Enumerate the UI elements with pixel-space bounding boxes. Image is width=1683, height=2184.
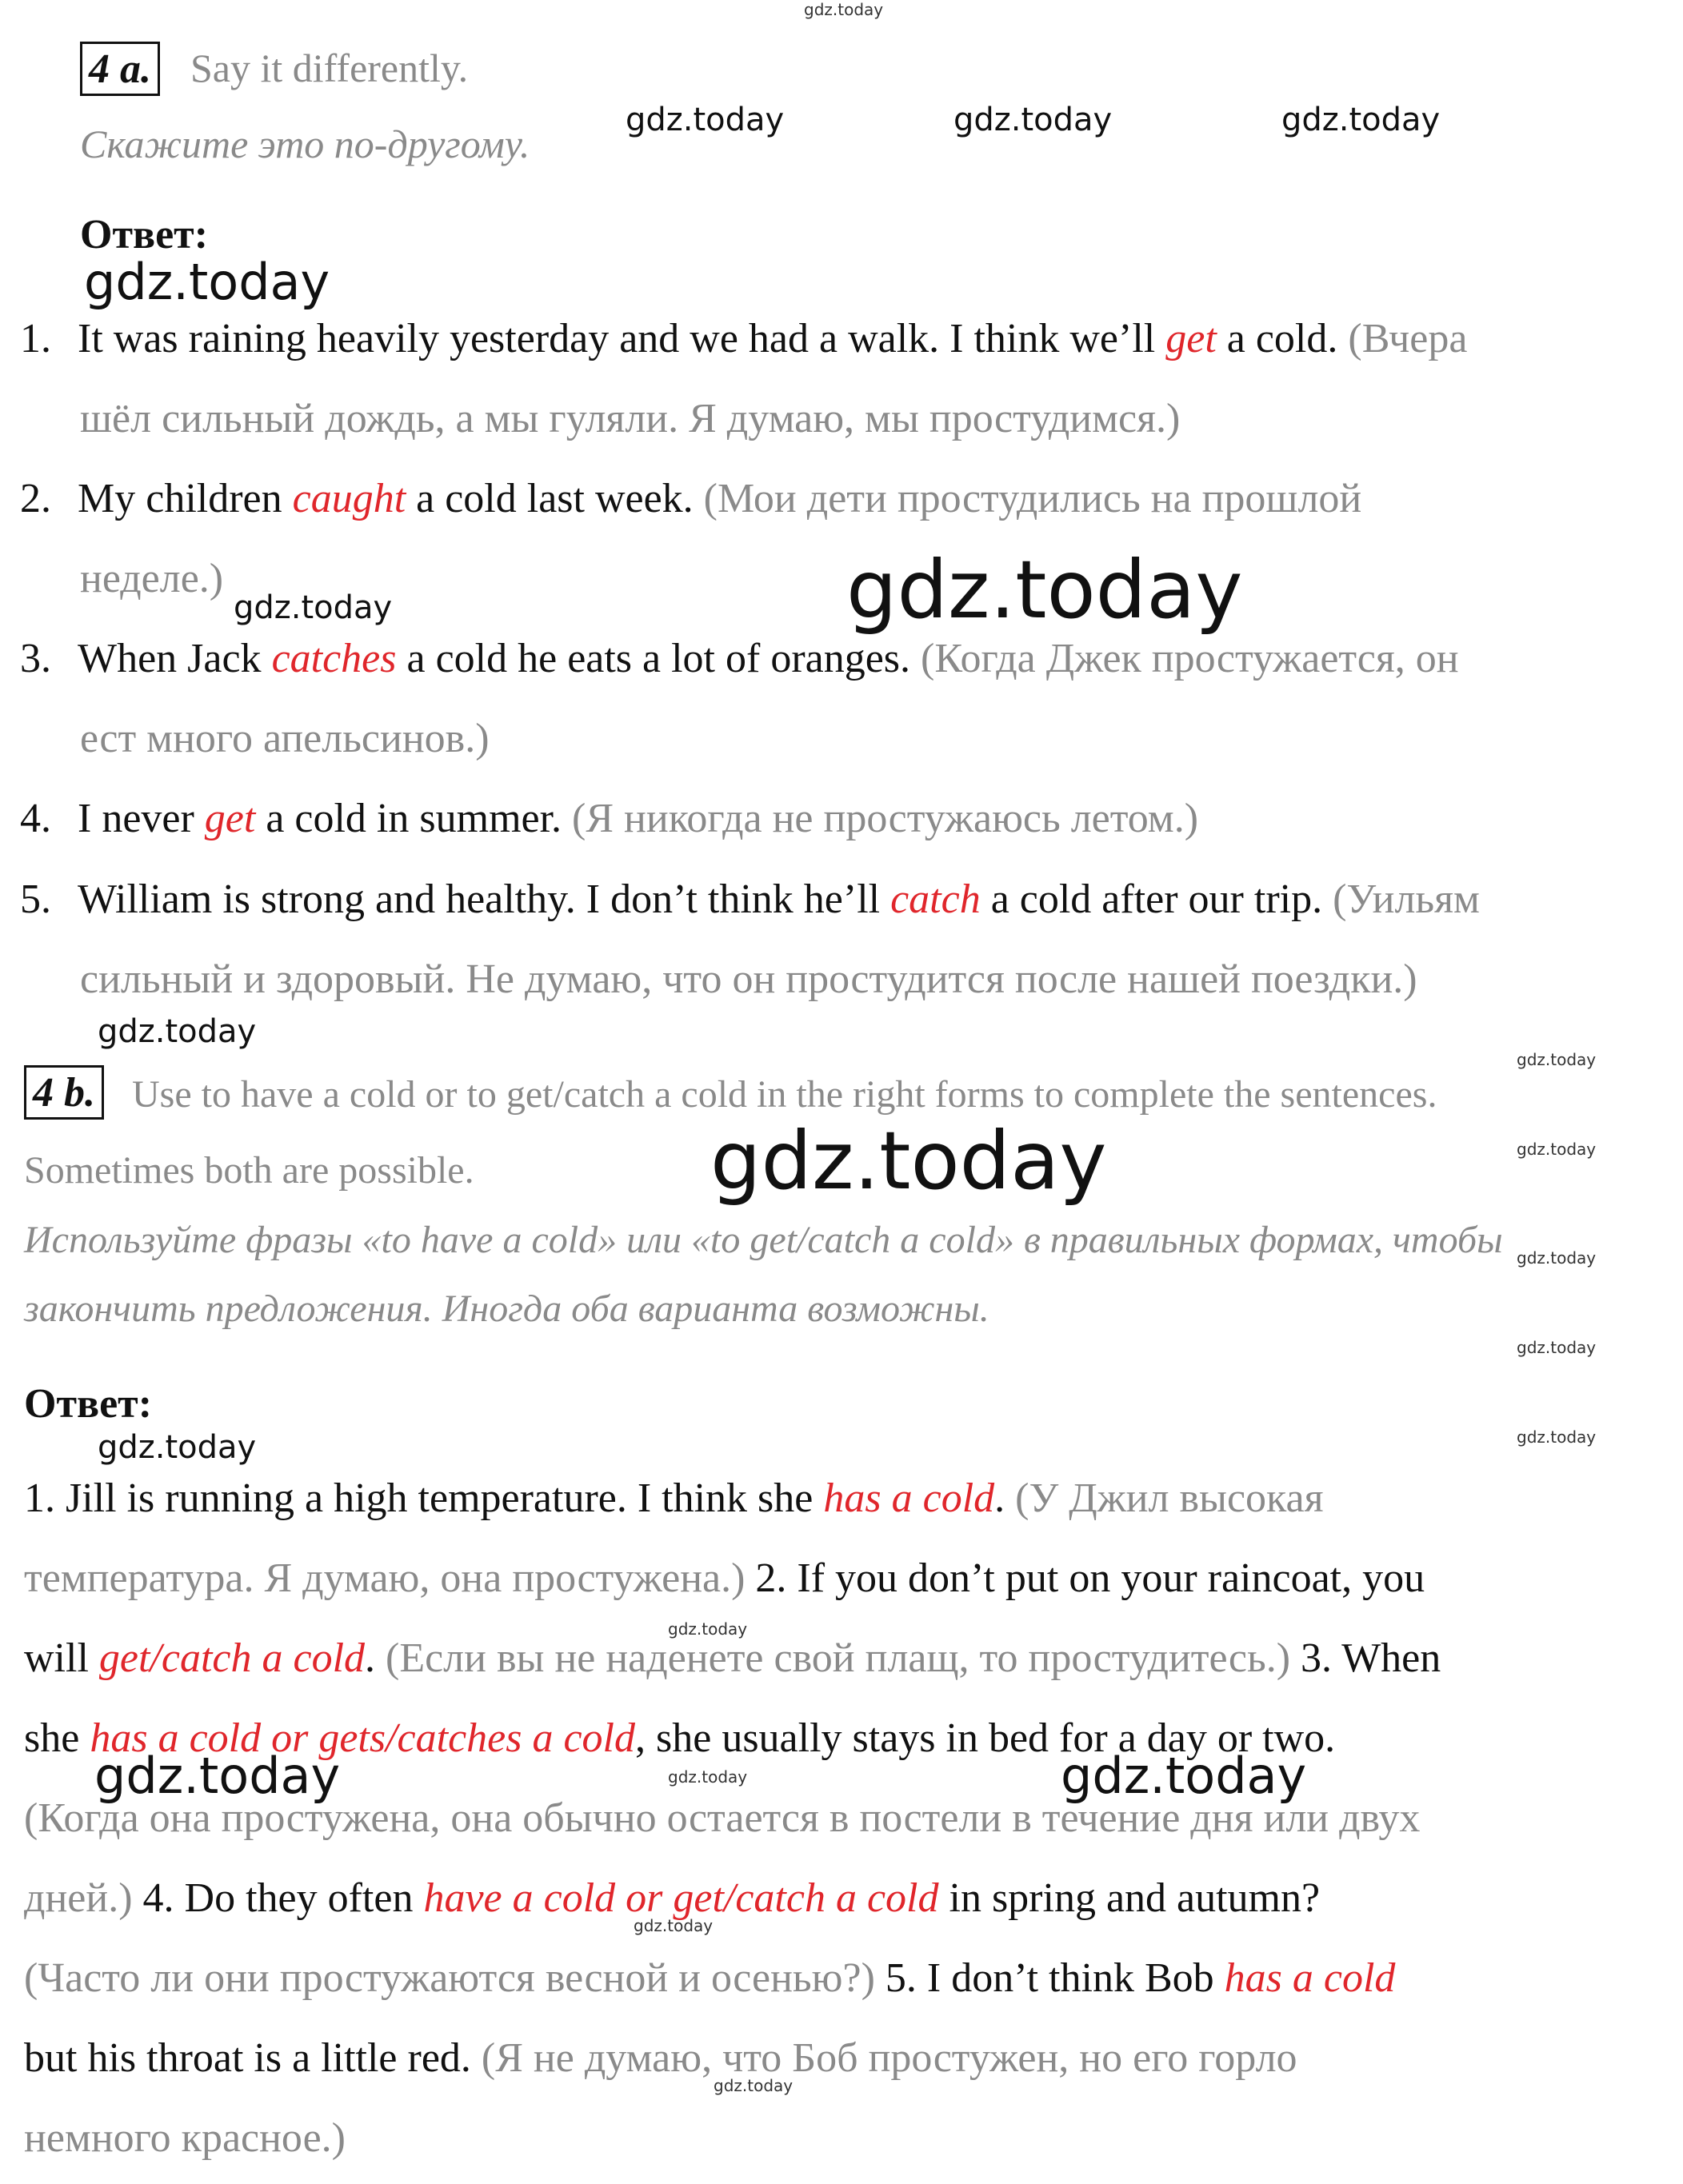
watermark: gdz.today [668,1619,748,1639]
item-number: 2. [20,476,51,521]
translation-text: (Часто ли они простужаются весной и осенью?) [24,1955,875,2001]
answer-word: have a cold or get/catch a cold [423,1875,939,1921]
watermark: gdz.today [846,543,1243,637]
translation-text: (Уильям [1333,876,1480,922]
translation-text: (Я никогда не простужаюсь летом.) [572,796,1199,841]
translation-text: ест много апельсинов.) [80,716,490,761]
sentence-text: My children [78,476,293,521]
list-item [80,398,1180,440]
answer-word: has a cold or gets/catches a cold [90,1715,635,1761]
sentence-text: a cold. [1216,316,1349,361]
sentence-text: 5. I don’t think Bob [874,1955,1225,2001]
answer-line [24,1555,1425,1601]
sentence-text: 2. If you don’t put on your raincoat, you [745,1555,1425,1601]
watermark: gdz.today [1517,1427,1597,1447]
sentence-text: 4. Do they often [132,1875,424,1921]
watermark: gdz.today [98,1429,257,1466]
translation-text: (Если вы не наденете свой плащ, то простудитесь.) [386,1635,1291,1681]
watermark: gdz.today [634,1916,714,1935]
exercise-4b-instruction-cont: Sometimes both are possible. [24,1149,474,1192]
sentence-text: 3. When [1290,1635,1441,1681]
watermark: gdz.today [1517,1050,1597,1069]
translation-text: (Когда она простужена, она обычно остается в постели в течение дня или двух [24,1795,1421,1841]
list-item [20,638,1459,680]
sentence-text: It was raining heavily yesterday and we had a walk. I think we’ll [78,316,1166,361]
sentence-text: When Jack [78,636,272,681]
answer-line [24,1475,1324,1521]
list-item [80,558,223,600]
exercise-4a-instruction: Say it differently. [190,46,469,90]
answer-line [24,2035,1297,2081]
watermark: gdz.today [94,1747,341,1805]
sentence-text: a cold last week. [406,476,704,521]
answer-line [24,1635,1441,1681]
sentence-text: a cold he eats a lot of oranges. [396,636,921,681]
watermark: gdz.today [668,1767,748,1787]
watermark: gdz.today [710,1114,1107,1208]
translation-text: сильный и здоровый. Не думаю, что он простудится после нашей поездки.) [80,956,1417,1002]
answer-word: catch [890,876,981,922]
item-number: 1. [20,316,51,361]
translation-text: дней.) [24,1875,133,1921]
item-number: 3. [20,636,51,681]
answer-line [24,1875,1321,1921]
sentence-text: , she usually stays in bed for a day or two. [635,1715,1336,1761]
sentence-text: William is strong and healthy. I don’t think he’ll [78,876,891,922]
answer-line [24,1795,1421,1841]
answer-word: catches [271,636,397,681]
exercise-4b-instruction: Use to have a cold or to get/catch a cold in the right forms to complete the sentences. [132,1073,1437,1116]
translation-text: температура. Я думаю, она простужена.) [24,1555,746,1601]
answer-word: caught [292,476,406,521]
sentence-text: will [24,1635,99,1681]
answer-word: get/catch a cold [98,1635,366,1681]
list-item [20,318,1467,360]
item-number: 5. [20,876,51,922]
sentence-text: but his throat is a little red. [24,2035,482,2081]
watermark: gdz.today [626,102,785,138]
sentence-text: a cold after our trip. [980,876,1333,922]
watermark: gdz.today [1281,102,1441,138]
translation-text: (Вчера [1348,316,1468,361]
exercise-4b-label: 4 b. [24,1065,104,1120]
exercise-4a-label: 4 a. [80,42,160,96]
watermark: gdz.today [714,2076,794,2095]
translation-text: (У Джил высокая [1015,1475,1324,1521]
sentence-text: in spring and autumn? [938,1875,1321,1921]
answer-label: Ответ: [24,1381,153,1427]
watermark: gdz.today [1517,1248,1597,1268]
list-item [20,478,1361,520]
answer-word: get [204,796,256,841]
sentence-text: she [24,1715,90,1761]
answer-word: get [1165,316,1217,361]
sentence-text: a cold in summer. [255,796,573,841]
translation-text: шёл сильный дождь, а мы гуляли. Я думаю, мы простудимся.) [80,396,1181,441]
translation-text: немного красное.) [24,2115,346,2161]
watermark: gdz.today [1517,1338,1597,1357]
watermark: gdz.today [804,0,884,19]
translation-text: неделе.) [80,556,224,601]
answer-word: has a cold [1224,1955,1396,2001]
watermark: gdz.today [84,253,330,311]
watermark: gdz.today [1061,1747,1307,1805]
item-number: 4. [20,796,51,841]
list-item [80,718,490,760]
list-item [20,798,1198,840]
list-item [80,956,1417,1002]
answer-word: has a cold [823,1475,995,1521]
exercise-4b-instruction-ru: Используйте фразы «to have a cold» или «to get/catch a cold» в правильных формах, чтобы [24,1219,1503,1261]
answer-line [24,1715,1336,1761]
watermark: gdz.today [1517,1140,1597,1159]
answer-label: Ответ: [80,212,209,258]
exercise-4a-instruction-ru: Скажите это по-другому. [80,122,530,166]
list-item [20,876,1480,922]
watermark: gdz.today [953,102,1113,138]
answer-line [24,1955,1396,2001]
exercise-4b-instruction-ru-cont: закончить предложения. Иногда оба варианта возможны. [24,1288,989,1330]
sentence-text: I never [78,796,205,841]
sentence-text: 1. Jill is running a high temperature. I think she [24,1475,824,1521]
translation-text: (Я не думаю, что Боб простужен, но его горло [481,2035,1297,2081]
watermark: gdz.today [98,1013,257,1050]
watermark: gdz.today [234,589,393,626]
sentence-text: . [365,1635,386,1681]
sentence-text: . [994,1475,1016,1521]
answer-line [24,2115,346,2161]
translation-text: (Мои дети простудились на прошлой [703,476,1362,521]
translation-text: (Когда Джек простужается, он [921,636,1459,681]
